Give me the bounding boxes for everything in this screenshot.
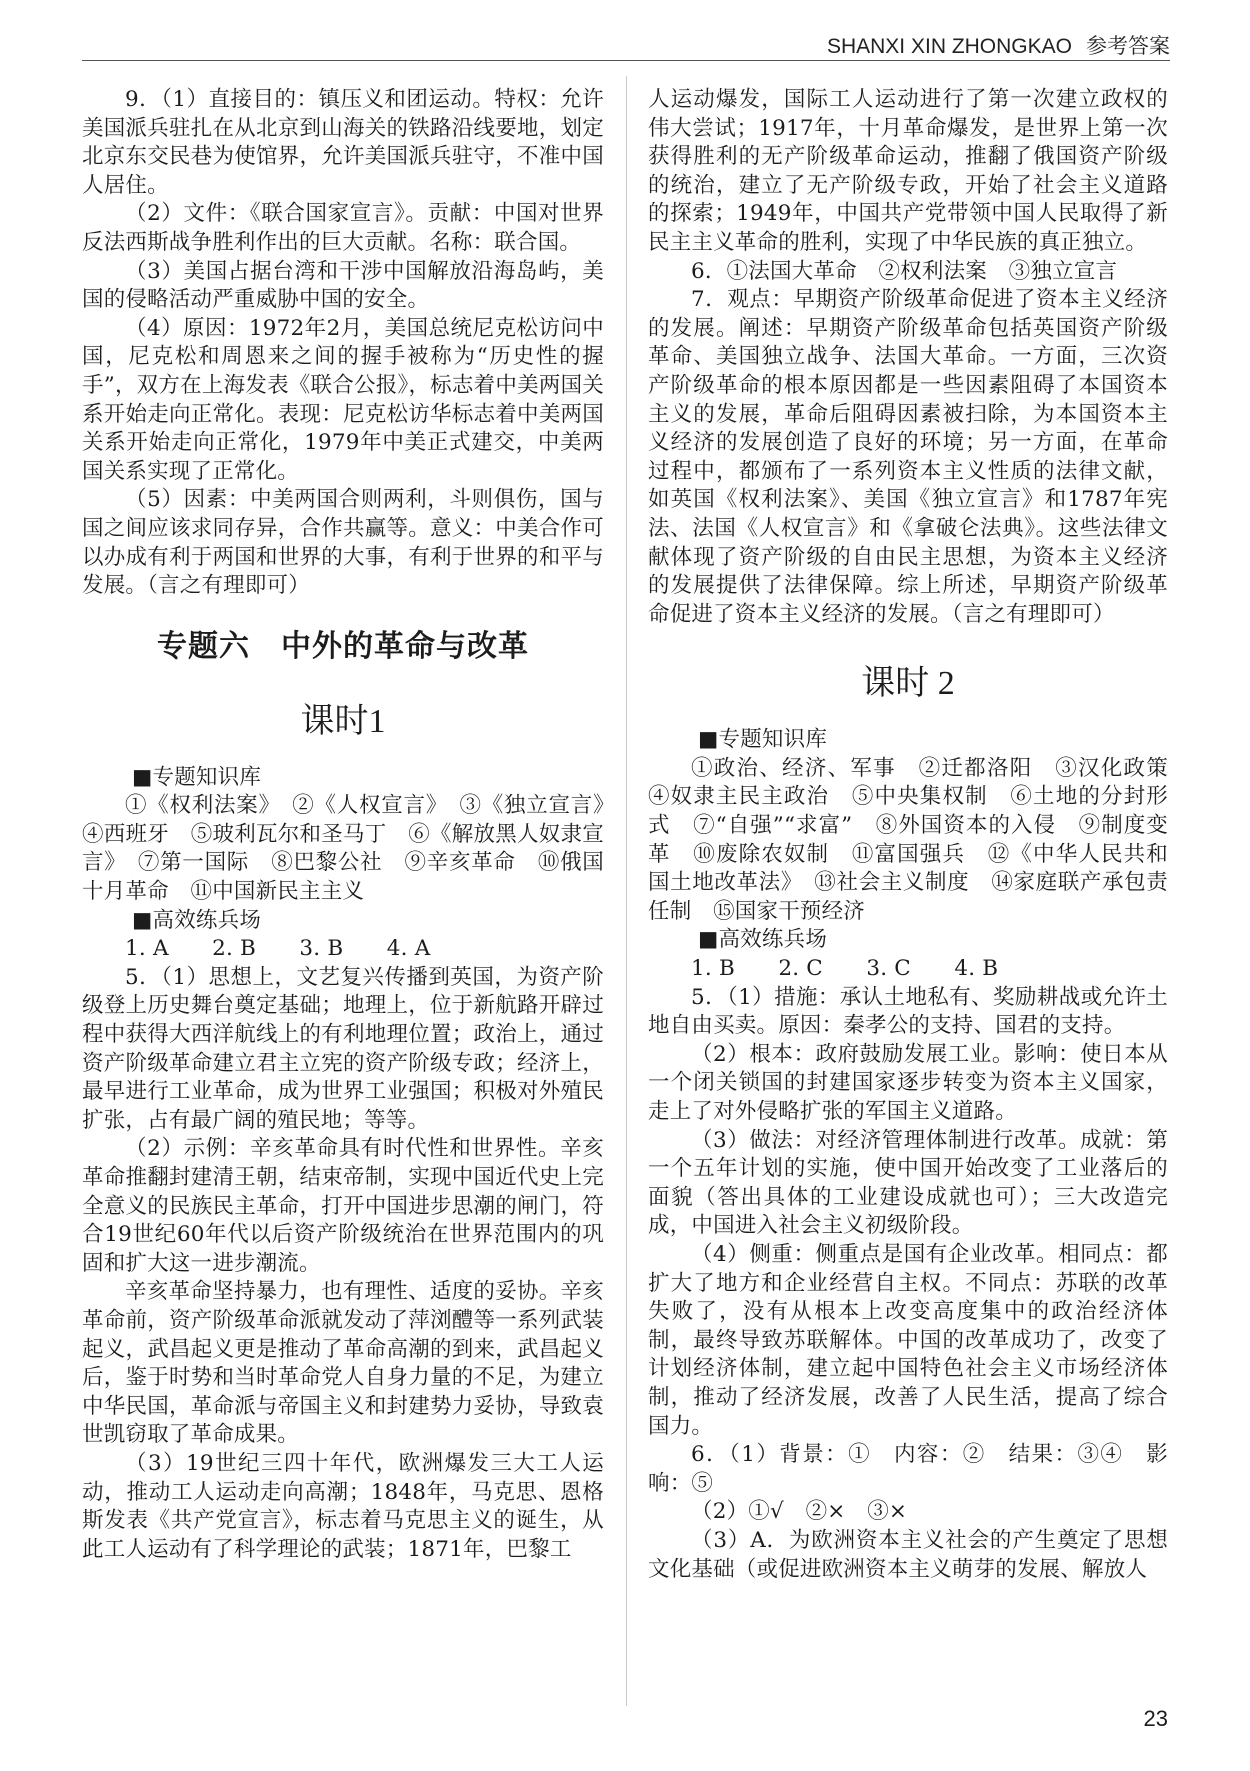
knowledge-heading: ■专题知识库 [698, 727, 828, 753]
right-column [648, 86, 1190, 1584]
page-number: 23 [1143, 1706, 1168, 1731]
lesson-title: 课时1 [300, 702, 386, 740]
header-text [827, 30, 1170, 60]
lesson-title: 课时 2 [861, 665, 955, 703]
answer-paragraph: （3）美国占据台湾和干涉中国解放沿海岛屿，美国的侵略活动严重威胁中国的安全。 [82, 258, 604, 313]
choice-answers: 1. A 2. B 3. B 4. A [125, 936, 431, 962]
answer-paragraph: （4）侧重：侧重点是国有企业改革。相同点：都扩大了地方和企业经营自主权。不同点：苏联的改革失败了，没有从根本上改变高度集中的政治经济体制，最终导致苏联解体。中国的改革成功了，改变了计划经济体制，建立起中国特色社会主义市场经济体制，推动了经济发展，改善了人民生活，提高了综合国力。 [648, 1241, 1168, 1439]
answer-paragraph: （3）19世纪三四十年代，欧洲爆发三大工人运动，推动工人运动走向高潮；1848年，马克思、恩格斯发表《共产党宣言》，标志着马克思主义的诞生，从此工人运动有了科学理论的武装；1871年，巴黎工 [82, 1450, 604, 1562]
page-header [0, 0, 1250, 60]
knowledge-list: ①政治、经济、军事 ②迁都洛阳 ③汉化政策 ④奴隶主民主政治 ⑤中央集权制 ⑥土地的分封形式 ⑦“自强”“求富” ⑧外国资本的入侵 ⑨制度变革 ⑩废除农奴制 ⑪富国强兵 ⑫《中华人民共和国土地改革法》 ⑬社会主义制度 ⑭家庭联产承包责任制 ⑮国家干预经济 [648, 755, 1190, 924]
answer-paragraph: （2）①√ ②× ③× [691, 1499, 908, 1525]
answer-paragraph: （4）原因：1972年2月，美国总统尼克松访问中国，尼克松和周恩来之间的握手被称为“历史性的握手”，双方在上海发表《联合公报》，标志着中美两国关系开始走向正常化。表现：尼克松访华标志着中美两国关系开始走向正常化，1979年中美正式建交，中美两国关系实现了正常化。 [82, 315, 604, 484]
knowledge-list: ①《权利法案》 ②《人权宣言》 ③《独立宣言》 ④西班牙 ⑤玻利瓦尔和圣马丁 ⑥《解放黑人奴隶宣言》 ⑦第一国际 ⑧巴黎公社 ⑨辛亥革命 ⑩俄国十月革命 ⑪中国新民主主义 [82, 793, 626, 905]
answer-paragraph: （2）文件：《联合国家宣言》。贡献：中国对世界反法西斯战争胜利作出的巨大贡献。名称：联合国。 [82, 201, 604, 255]
answer-paragraph: 6．（1）背景：① 内容：② 结果：③④ 影响：⑤ [648, 1442, 1168, 1496]
answer-paragraph: （5）因素：中美两国合则两利，斗则俱伤，国与国之间应该求同存异，合作共赢等。意义：中美合作可以办成有利于两国和世界的大事，有利于世界的和平与发展。（言之有理即可） [82, 487, 604, 599]
header-series: SHANXI XIN ZHONGKAO [826, 35, 1072, 58]
header-divider [82, 60, 1170, 61]
answer-paragraph: 5．（1）措施：承认土地私有、奖励耕战或允许土地自由买卖。原因：秦孝公的支持、国君的支持。 [648, 984, 1168, 1039]
practice-heading: ■高效练兵场 [698, 927, 828, 953]
answer-paragraph: 6．①法国大革命 ②权利法案 ③独立宣言 [691, 258, 1118, 284]
answer-paragraph: 人运动爆发，国际工人运动进行了第一次建立政权的伟大尝试；1917年，十月革命爆发，是世界上第一次获得胜利的无产阶级革命运动，推翻了俄国资产阶级的统治，建立了无产阶级专政，开始了社会主义道路的探索；1949年，中国共产党带领中国人民取得了新民主主义革命的胜利，实现了中华民族的真正独立。 [648, 87, 1168, 255]
knowledge-heading: ■专题知识库 [132, 764, 262, 790]
left-column [82, 86, 626, 1564]
answer-paragraph: （3）做法：对经济管理体制进行改革。成就：第一个五年计划的实施，使中国开始改变了工业落后的面貌（答出具体的工业建设成就也可）；三大改造完成，中国进入社会主义初级阶段。 [648, 1127, 1168, 1239]
choice-answers: 1. B 2. C 3. C 4. B [691, 956, 999, 982]
answer-paragraph: 辛亥革命坚持暴力，也有理性、适度的妥协。辛亥革命前，资产阶级革命派就发动了萍浏醴等一系列武装起义，武昌起义更是推动了革命高潮的到来，武昌起义后，鉴于时势和当时革命党人自身力量的不足，为建立中华民国，革命派与帝国主义和封建势力妥协，导致袁世凯窃取了革命成果。 [82, 1279, 604, 1448]
column-divider [626, 76, 627, 1706]
answer-paragraph: （3）A．为欧洲资本主义社会的产生奠定了思想文化基础（或促进欧洲资本主义萌芽的发展、解放人 [648, 1527, 1168, 1582]
answer-paragraph: 5．（1）思想上，文艺复兴传播到英国，为资产阶级登上历史舞台奠定基础；地理上，位于新航路开辟过程中获得大西洋航线上的有利地理位置；政治上，通过资产阶级革命建立君主立宪的资产阶级专政；经济上，最早进行工业革命，成为世界工业强国；积极对外殖民扩张，占有最广阔的殖民地；等等。 [82, 964, 604, 1133]
answer-paragraph: 9．（1）直接目的：镇压义和团运动。特权：允许美国派兵驻扎在从北京到山海关的铁路沿线要地，划定北京东交民巷为使馆界，允许美国派兵驻守，不准中国人居住。 [82, 87, 604, 198]
practice-heading: ■高效练兵场 [132, 907, 262, 933]
header-section: 参考答案 [1086, 34, 1170, 58]
answer-paragraph: （2）根本：政府鼓励发展工业。影响：使日本从一个闭关锁国的封建国家逐步转变为资本主义国家，走上了对外侵略扩张的军国主义道路。 [648, 1041, 1168, 1124]
topic-title: 专题六 中外的革命与改革 [157, 628, 529, 664]
answer-paragraph: （2）示例：辛亥革命具有时代性和世界性。辛亥革命推翻封建清王朝，结束帝制，实现中国近代史上完全意义的民族民主革命，打开中国进步思潮的闸门，符合19世纪60年代以后资产阶级统治在世界范围内的巩固和扩大这一进步潮流。 [82, 1136, 604, 1276]
answer-paragraph: 7．观点：早期资产阶级革命促进了资本主义经济的发展。阐述：早期资产阶级革命包括英国资产阶级革命、美国独立战争、法国大革命。一方面，三次资产阶级革命的根本原因都是一些因素阻碍了本国资本主义的发展，革命后阻碍因素被扫除，为本国资本主义经济的发展创造了良好的环境；另一方面，在革命过程中，都颁布了一系列资本主义性质的法律文献，如英国《权利法案》、美国《独立宣言》和1787年宪法、法国《人权宣言》和《拿破仑法典》。这些法律文献体现了资产阶级的自由民主思想，为资本主义经济的发展提供了法律保障。综上所述，早期资产阶级革命促进了资本主义经济的发展。（言之有理即可） [648, 287, 1168, 627]
